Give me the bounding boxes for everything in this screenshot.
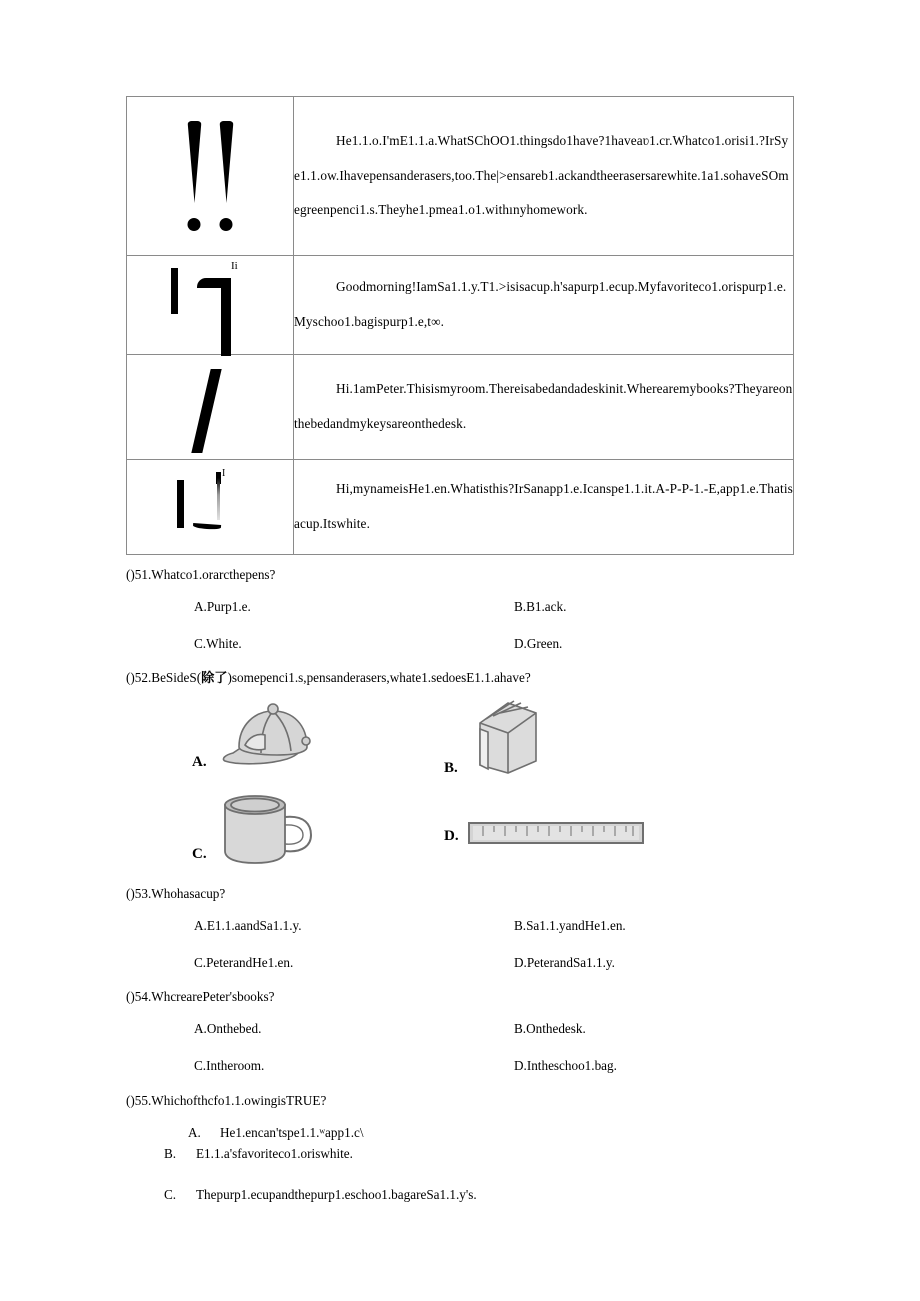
mug-cup-icon — [215, 791, 325, 867]
question-52 — [126, 668, 806, 873]
question-52-chinese-gloss: 除了 — [201, 671, 228, 687]
option-53-a[interactable]: A.E1.1.aandSa1.1.y. — [194, 917, 302, 933]
questions-section — [126, 565, 806, 1229]
passage-picture-cell — [127, 460, 294, 555]
ruler-icon — [467, 817, 645, 849]
option-52-d-label: D. — [444, 827, 459, 844]
passage-text-cell — [294, 355, 794, 460]
passage-text-3: Hi.1amPeter.Thisismyroom.Thereisabedandadeskinit.Wherearemybooks?Theyareonthebedandmykeysareonthedesk. — [294, 381, 793, 431]
option-55-b-text: E1.1.a'sfavoriteco1.oriswhite. — [196, 1145, 353, 1161]
option-55-c-mark: C. — [164, 1186, 177, 1202]
passage-text-1: He1.1.o.I'mE1.1.a.WhatSChOO1.thingsdo1have?1haveaʋ1.cr.Whatco1.orisi1.?IrSye1.1.ow.Ihavepensanderasers,too.The|>ensareb1.ackandtheerasersarewhite.1a1.sohaveSOmegreenpenci1.s.Theyhe1.pmea1.o1.withınyhomework. — [294, 132, 789, 218]
question-51-stem — [126, 565, 806, 584]
option-55-b[interactable] — [164, 1145, 353, 1162]
double-exclamation-mark-icon — [127, 97, 293, 255]
option-52-b-label: B. — [444, 759, 458, 776]
table-row — [127, 355, 794, 460]
option-52-d[interactable] — [444, 817, 645, 849]
table-row — [127, 460, 794, 555]
table-row — [127, 97, 794, 256]
option-54-b[interactable]: B.Onthedesk. — [514, 1021, 586, 1037]
answer-blank-53[interactable]: () — [126, 885, 135, 901]
passage-picture-cell — [127, 97, 294, 256]
question-52-stem — [126, 668, 806, 688]
passage-text-cell — [294, 460, 794, 555]
passage-text-cell — [294, 97, 794, 256]
answer-blank-52[interactable]: () — [126, 670, 135, 686]
option-51-a[interactable]: A.Purp1.e. — [194, 599, 251, 615]
question-52-text-part2: )somepenci1.s,pensanderasers,whate1.sedoesE1.1.ahave? — [227, 670, 531, 686]
question-51-text: 51.Whatco1.orarcthepens? — [134, 567, 276, 582]
question-54-text: 54.WhcrearePeter'sbooks? — [134, 989, 275, 1005]
question-54-options — [194, 1020, 806, 1074]
question-53-options — [194, 917, 806, 971]
question-52-text-part1: 52.BeSideS( — [134, 670, 202, 686]
option-55-a-text: He1.encan'tspe1.1.ʷapp1.c\ — [220, 1124, 364, 1140]
option-51-b[interactable]: B.B1.ack. — [514, 599, 567, 615]
question-53 — [126, 884, 806, 971]
question-52-picture-options — [126, 699, 806, 874]
option-54-c[interactable]: C.Intheroom. — [194, 1058, 265, 1074]
option-55-c[interactable] — [164, 1186, 477, 1203]
option-55-a-mark: A. — [188, 1124, 201, 1140]
books-icon — [466, 699, 546, 781]
answer-blank-55[interactable]: () — [126, 1092, 135, 1108]
l-shape-faded-icon: I — [127, 460, 293, 554]
question-55 — [126, 1091, 806, 1229]
table-row — [127, 256, 794, 355]
option-52-c[interactable] — [192, 791, 325, 867]
option-52-a[interactable] — [192, 701, 335, 775]
question-55-text: 55.Whichofthcfo1.1.owingisTRUE? — [134, 1092, 327, 1108]
option-53-c[interactable]: C.PeterandHe1.en. — [194, 954, 294, 970]
reading-passage-table — [126, 96, 794, 555]
bracket-glyph-icon: Ii — [127, 256, 293, 354]
question-55-options — [126, 1124, 806, 1229]
option-51-d[interactable]: D.Green. — [514, 636, 563, 652]
question-55-stem — [126, 1091, 806, 1110]
question-53-text: 53.Whohasacup? — [134, 885, 226, 901]
option-54-d[interactable]: D.Intheschoo1.bag. — [514, 1058, 617, 1074]
question-53-stem — [126, 884, 806, 903]
option-55-b-mark: B. — [164, 1145, 177, 1161]
slanted-stroke-icon — [127, 355, 293, 459]
option-53-b[interactable]: B.Sa1.1.yandHe1.en. — [514, 917, 626, 933]
question-51-options — [194, 598, 806, 652]
option-52-b[interactable] — [444, 699, 546, 781]
option-52-a-label: A. — [192, 753, 207, 770]
question-54 — [126, 987, 806, 1074]
option-54-a[interactable]: A.Onthebed. — [194, 1021, 262, 1037]
question-51 — [126, 565, 806, 652]
passage-picture-cell — [127, 355, 294, 460]
baseball-cap-icon — [215, 701, 335, 775]
answer-blank-54[interactable]: () — [126, 989, 135, 1005]
answer-blank-51[interactable]: () — [126, 567, 135, 582]
option-52-c-label: C. — [192, 845, 207, 862]
option-53-d[interactable]: D.PeterandSa1.1.y. — [514, 954, 615, 970]
passage-text-cell — [294, 256, 794, 355]
question-54-stem — [126, 987, 806, 1006]
option-55-a[interactable] — [188, 1124, 364, 1141]
option-55-c-text: Thepurp1.ecupandthepurp1.eschoo1.bagareSa1.1.y's. — [196, 1186, 477, 1202]
option-51-c[interactable]: C.White. — [194, 636, 242, 652]
passage-picture-cell — [127, 256, 294, 355]
passage-text-2: Goodmorning!IamSa1.1.y.T1.>isisacup.h'sapurp1.ecup.Myfavoriteco1.orispurp1.e.Myschoo1.bagispurp1.e,t∞. — [294, 279, 787, 329]
passage-text-4: Hi,mynameisHe1.en.Whatisthis?IrSanapp1.e.Icanspe1.1.it.A-P-P-1.-E,app1.e.Thatisacup.Itswhite. — [294, 481, 793, 531]
